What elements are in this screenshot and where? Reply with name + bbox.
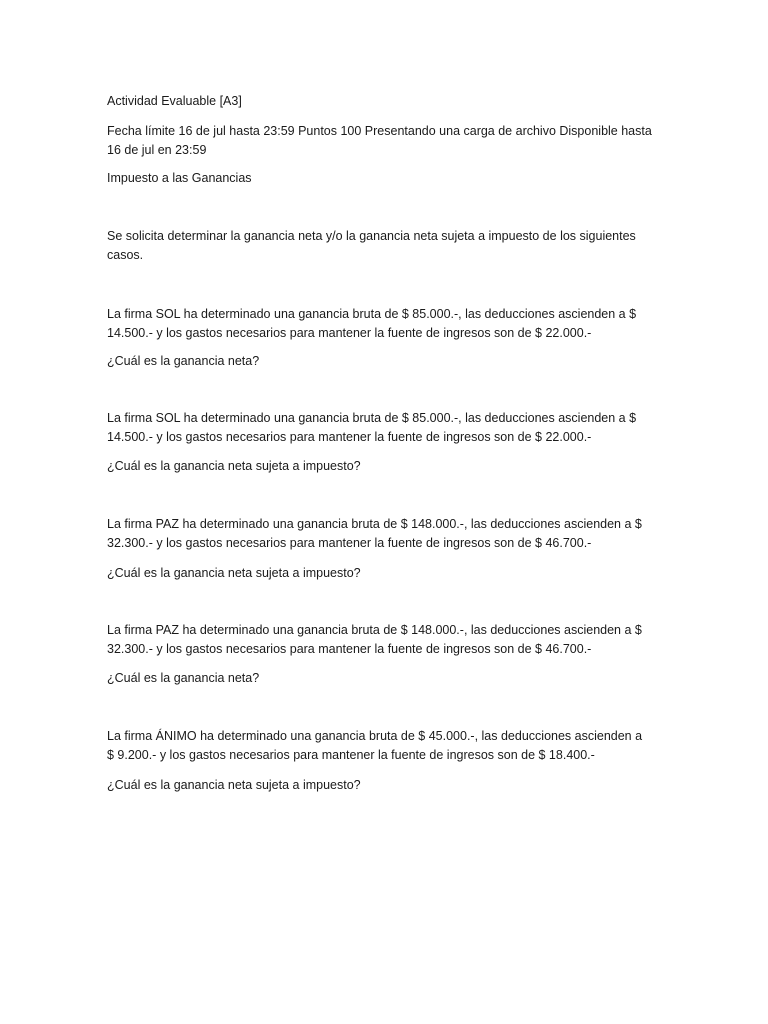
case-5-text: La firma ÁNIMO ha determinado una ganancia bruta de $ 45.000.-, las deducciones ascienden a $ 9.200.- y los gastos necesarios para mantener la fuente de ingresos son de $ 18.400.- [107,729,643,762]
activity-title: Actividad Evaluable [A3] [107,94,242,108]
case-5-question: ¿Cuál es la ganancia neta sujeta a impuesto? [107,778,361,792]
subject-title: Impuesto a las Ganancias [107,171,252,185]
case-2-text: La firma SOL ha determinado una ganancia bruta de $ 85.000.-, las deducciones ascienden a $ 14.500.- y los gastos necesarios para mantener la fuente de ingresos son de $ 22.000.- [107,411,637,444]
activity-meta: Fecha límite 16 de jul hasta 23:59 Puntos 100 Presentando una carga de archivo Disponible hasta 16 de jul en 23:59 [107,124,652,157]
case-1-text: La firma SOL ha determinado una ganancia bruta de $ 85.000.-, las deducciones ascienden a $ 14.500.- y los gastos necesarios para mantener la fuente de ingresos son de $ 22.000.- [107,307,637,340]
case-2-question: ¿Cuál es la ganancia neta sujeta a impuesto? [107,459,361,473]
case-4-question: ¿Cuál es la ganancia neta? [107,671,260,685]
case-3-question: ¿Cuál es la ganancia neta sujeta a impuesto? [107,566,361,580]
intro-paragraph: Se solicita determinar la ganancia neta y/o la ganancia neta sujeta a impuesto de los siguientes casos. [107,229,636,262]
case-4-text: La firma PAZ ha determinado una ganancia bruta de $ 148.000.-, las deducciones ascienden a $ 32.300.- y los gastos necesarios para mantener la fuente de ingresos son de $ 46.700.- [107,623,642,656]
case-1-question: ¿Cuál es la ganancia neta? [107,354,260,368]
case-3-text: La firma PAZ ha determinado una ganancia bruta de $ 148.000.-, las deducciones ascienden a $ 32.300.- y los gastos necesarios para mantener la fuente de ingresos son de $ 46.700.- [107,517,642,550]
